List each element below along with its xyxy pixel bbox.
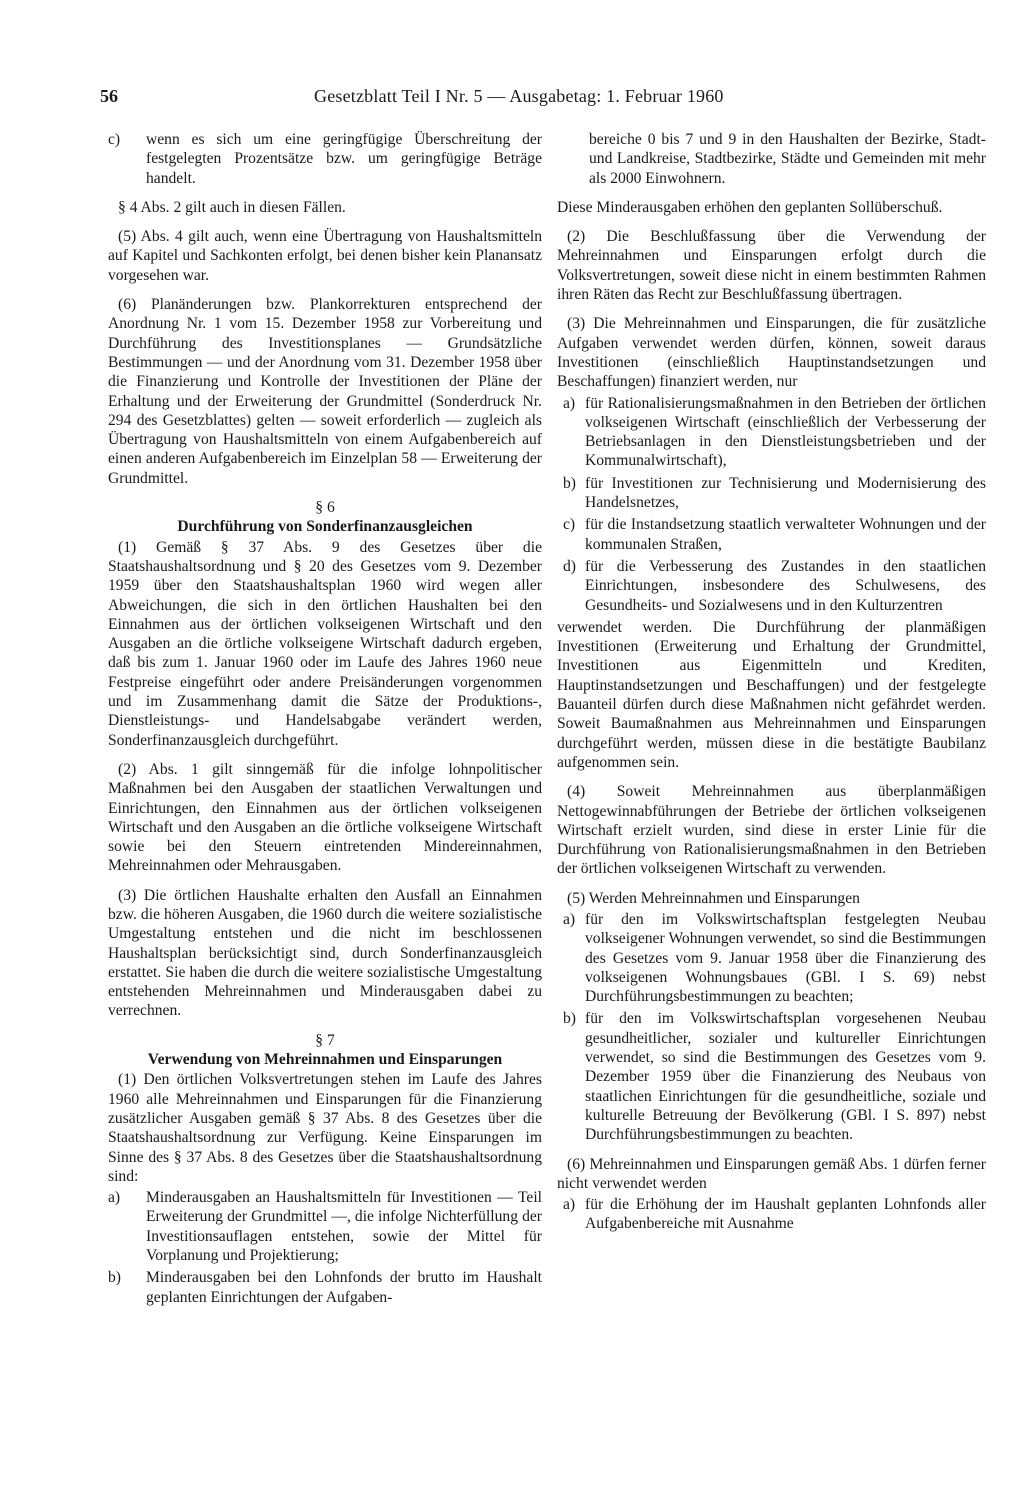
- left-column: [108, 130, 542, 1310]
- paragraph: (2) Die Beschlußfassung über die Verwendung der Mehreinnahmen und Einsparungen erfolgt durch die Volksvertretungen, soweit diese nicht in einem bestimmten Rahmen ihren Räten das Recht zur Beschlußfassung übertragen.: [557, 228, 986, 304]
- section-heading: Verwendung von Mehreinnahmen und Einsparungen: [147, 1051, 503, 1069]
- list-item: [557, 474, 986, 513]
- list-text: für den im Volkswirtschaftsplan festgelegten Neubau volkseigener Wohnungen verwendet, so sind die Bestimmungen des Gesetzes vom 9. Januar 1958 über die Finanzierung des volkseigenen Wohnungsbaues (GBl. I S. 69) nebst Durchführungsbestimmungen zu beachten;: [585, 910, 986, 1006]
- list-item: [557, 557, 986, 615]
- running-title: Gesetzblatt Teil I Nr. 5 — Ausgabetag: 1. Februar 1960: [314, 86, 724, 106]
- paragraph: (6) Planänderungen bzw. Plankorrekturen entsprechend der Anordnung Nr. 1 vom 15. Dezember 1958 zur Vorbereitung und Durchführung des Investitionsplanes — Grundsätzliche Bestimmungen — und der Anordnung vom 31. Dezember 1958 über die Finanzierung und Kontrolle der Investitionen der Pläne der Erhaltung und der Erweiterung der Grundmittel (Sonderdruck Nr. 294 des Gesetzblattes) gelten — soweit erforderlich — zugleich als Übertragung von Haushaltsmitteln von einem Aufgabenbereich auf einen anderen Aufgabenbereich im Einzelplan 58 — Erweiterung der Grundmittel.: [108, 296, 542, 487]
- page-header: [100, 86, 790, 114]
- list-text: für die Erhöhung der im Haushalt geplanten Lohnfonds aller Aufgabenbereiche mit Ausnahme: [585, 1196, 986, 1233]
- list-marker: a): [563, 1196, 576, 1214]
- paragraph: (3) Die örtlichen Haushalte erhalten den Ausfall an Einnahmen bzw. die höheren Ausgaben, die 1960 durch die weitere sozialistische Umgestaltung entstehen und die nicht im beschlossenen Haushaltsplan berücksichtigt sind, durch Sonderfinanzausgleich erstattet. Sie haben die durch die weitere sozialistische Umgestaltung entstehenden Mehreinnahmen und Minderausgaben dabei zu verrechnen.: [108, 886, 542, 1020]
- paragraph: (6) Mehreinnahmen und Einsparungen gemäß Abs. 1 dürfen ferner nicht verwendet werden: [557, 1155, 986, 1192]
- list-item: [108, 1268, 542, 1307]
- list-marker: c): [108, 131, 121, 148]
- paragraph: § 4 Abs. 2 gilt auch in diesen Fällen.: [118, 198, 346, 216]
- list-marker: a): [563, 910, 576, 928]
- paragraph: (1) Den örtlichen Volksvertretungen stehen im Laufe des Jahres 1960 alle Mehreinnahmen und Einsparungen für die Finanzierung zusätzlicher Ausgaben gemäß § 37 Abs. 8 des Gesetzes über die Staatshaushaltsordnung zur Verfügung. Keine Einsparungen im Sinne des § 37 Abs. 8 des Gesetzes über die Staatshaushaltsordnung sind:: [108, 1071, 542, 1185]
- list-text: Minderausgaben an Haushaltsmitteln für Investitionen — Teil Erweiterung der Grundmittel —, die infolge Nichterfüllung der Investitionsauflagen entstehen, sowie der Mittel für Vorplanung und Projektierung;: [146, 1189, 542, 1265]
- paragraph: (3) Die Mehreinnahmen und Einsparungen, die für zusätzliche Aufgaben verwendet werden dürfen, können, soweit daraus Investitionen (einschließlich Hauptinstandsetzungen und Beschaffungen) finanziert werden, nur: [557, 315, 986, 391]
- section-number: § 6: [315, 499, 335, 517]
- list-text: Minderausgaben bei den Lohnfonds der brutto im Haushalt geplanten Einrichtungen der Aufgaben-: [146, 1269, 542, 1306]
- list-marker: b): [563, 474, 576, 492]
- list-text: für die Instandsetzung staatlich verwalteter Wohnungen und der kommunalen Straßen,: [585, 516, 986, 553]
- list-item: [557, 515, 986, 554]
- list-text: für die Verbesserung des Zustandes in den staatlichen Einrichtungen, insbesondere des Schulwesens, des Gesundheits- und Sozialwesens und in den Kulturzentren: [585, 557, 986, 614]
- paragraph: Diese Minderausgaben erhöhen den geplanten Sollüberschuß.: [557, 198, 943, 216]
- list-text: für den im Volkswirtschaftsplan vorgesehenen Neubau gesundheitlicher, sozialer und kultureller Einrichtungen verwendet, so sind die Bestimmungen des Gesetzes vom 9. Dezember 1959 über die Finanzierung des Neubaus von staatlichen Einrichtungen für die gesundheitliche, soziale und kulturelle Betreuung der Bevölkerung (GBl. I S. 897) nebst Durchführungsbestimmungen zu beachten.: [585, 1010, 986, 1144]
- paragraph: verwendet werden. Die Durchführung der planmäßigen Investitionen (Erweiterung und Erhaltung der Grundmittel, Investitionen aus Eigenmitteln und Krediten, Hauptinstandsetzungen und Beschaffungen) und der festgelegte Bauanteil dürfen durch diese Maßnahmen nicht gefährdet werden. Soweit Baumaßnahmen aus Mehreinnahmen und Einsparungen durchgeführt werden, müssen diese in die bestätigte Baubilanz aufgenommen sein.: [557, 618, 986, 771]
- paragraph: (5) Werden Mehreinnahmen und Einsparungen: [567, 889, 860, 907]
- section-number: § 7: [315, 1031, 335, 1049]
- paragraph: (5) Abs. 4 gilt auch, wenn eine Übertragung von Haushaltsmitteln auf Kapitel und Sachkonten erfolgt, bei denen bisher kein Planansatz vorgesehen war.: [108, 228, 542, 284]
- right-column: [557, 130, 986, 1237]
- list-marker: c): [563, 516, 576, 534]
- list-marker: a): [108, 1189, 121, 1207]
- list-item: [557, 394, 986, 471]
- list-text: für Rationalisierungsmaßnahmen in den Betrieben der örtlichen volkseigenen Wirtschaft (einschließlich der Verbesserung der Betriebsanlagen in den Dienstleistungsbetrieben und der Kommunalwirtschaft),: [585, 394, 986, 470]
- paragraph: (1) Gemäß § 37 Abs. 9 des Gesetzes über die Staatshaushaltsordnung und § 20 des Gesetzes vom 9. Dezember 1959 über den Staatshaushaltsplan 1960 wird wegen aller Abweichungen, die sich in den örtlichen Haushalten bei den Einnahmen aus der örtlichen volkseigenen Wirtschaft und den Ausgaben an die örtliche volkseigene Wirtschaft dadurch ergeben, daß bis zum 1. Januar 1960 oder im Laufe des Jahres 1960 neue Festpreise eingeführt oder andere Preisänderungen vorgenommen und im Zusammenhang damit die Sätze der Produktions-, Dienstleistungs- und Handelsabgabe verändert werden, Sonderfinanzausgleich durchgeführt.: [108, 538, 542, 749]
- list-marker: b): [108, 1269, 121, 1287]
- list-item: [557, 1195, 986, 1234]
- list-marker: d): [563, 557, 576, 575]
- list-item: [108, 130, 542, 188]
- paragraph: (2) Abs. 1 gilt sinngemäß für die infolge lohnpolitischer Maßnahmen bei den Ausgaben der staatlichen Verwaltungen und Einrichtungen, den Einnahmen aus der örtlichen volkseigenen Wirtschaft und den Ausgaben an die örtliche volkseigene Wirtschaft sowie bei den Steuern eintretenden Mindereinnahmen, Mehreinnahmen oder Mehrausgaben.: [108, 760, 542, 875]
- section-heading: Durchführung von Sonderfinanzausgleichen: [177, 518, 473, 536]
- list-item: [108, 1188, 542, 1265]
- list-marker: a): [563, 394, 576, 412]
- list-item: [557, 1009, 986, 1144]
- paragraph: (4) Soweit Mehreinnahmen aus überplanmäßigen Nettogewinnabführungen der Betriebe der örtlichen volkseigenen Wirtschaft erzielt wurden, sind diese in erster Linie für die Durchführung von Rationalisierungsmaßnahmen in den Betrieben der örtlichen volkseigenen Wirtschaft zu verwenden.: [557, 783, 986, 878]
- list-item: [557, 910, 986, 1006]
- list-marker: b): [563, 1010, 576, 1028]
- page-number: 56: [100, 86, 118, 106]
- list-text: wenn es sich um eine geringfügige Überschreitung der festgelegten Prozentsätze bzw. um geringfügige Beträge handelt.: [146, 131, 542, 187]
- list-text: für Investitionen zur Technisierung und Modernisierung des Handelsnetzes,: [585, 474, 986, 512]
- paragraph: bereiche 0 bis 7 und 9 in den Haushalten der Bezirke, Stadt- und Landkreise, Stadtbezirke, Städte und Gemeinden mit mehr als 2000 Einwohnern.: [589, 131, 986, 187]
